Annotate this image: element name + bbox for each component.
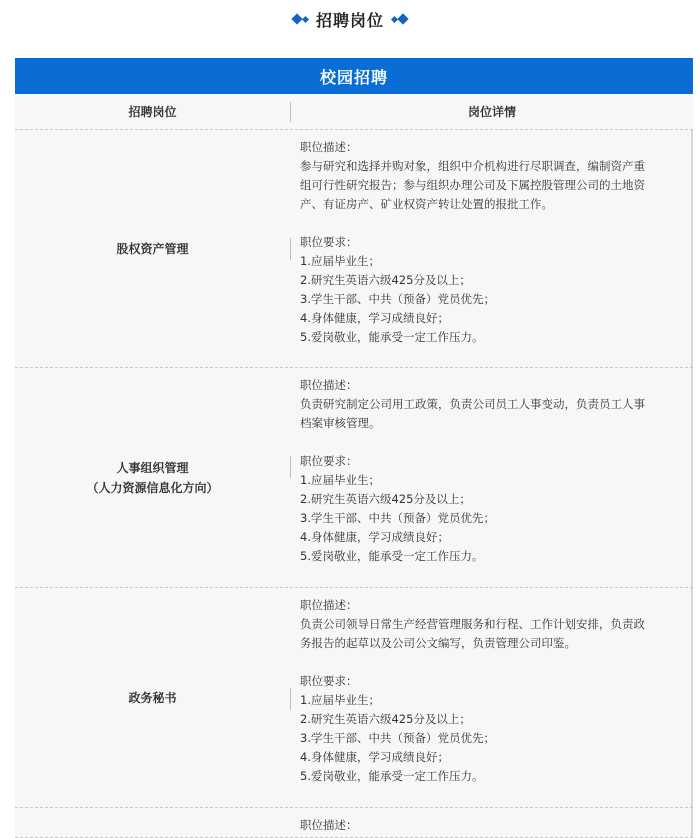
page-title: 招聘岗位 [315,10,384,30]
description-text: 负责研究制定公司用工政策，负责公司员工人事变动，负责员工人事 [300,397,645,411]
position-details [290,130,693,367]
position-name [15,808,290,837]
positions-table [15,58,693,832]
description-label: 职位描述： [300,140,358,154]
description-text: 负责公司领导日常生产经营管理服务和行程、工作计划安排，负责政 [300,617,645,631]
requirement-item: 4.身体健康，学习成绩良好； [300,750,449,764]
table-row [15,808,693,838]
row-right-edge [691,368,693,587]
requirement-item: 5.爱岗敬业，能承受一定工作压力。 [300,549,484,563]
position-details [290,808,693,837]
diamond-left-icon [293,15,308,23]
column-header-position: 招聘岗位 [128,105,177,119]
requirements-label: 职位要求： [300,674,358,688]
row-divider [290,238,291,260]
diamond-right-icon [392,15,407,23]
position-name-line: （人力资源信息化方向） [86,480,219,495]
requirement-item: 1.应届毕业生； [300,473,380,487]
table-row [15,368,693,588]
description-text: 参与研究和选择并购对象，组织中介机构进行尽职调查，编制资产重 [300,159,645,173]
requirement-item: 5.爱岗敬业，能承受一定工作压力。 [300,769,484,783]
section-banner: 校园招聘 [15,58,693,94]
description-label: 职位描述： [300,818,358,832]
position-name-line: 股权资产管理 [116,241,189,256]
requirement-item: 5.爱岗敬业，能承受一定工作压力。 [300,330,484,344]
row-divider [290,456,291,478]
description-text: 产、有证房产、矿业权资产转让处置的报批工作。 [300,197,553,211]
position-name [15,588,290,807]
column-header-details: 岗位详情 [467,105,516,119]
position-details [290,588,693,807]
description-text: 档案审核管理。 [300,416,381,430]
row-right-edge [691,130,693,367]
requirement-item: 1.应届毕业生； [300,254,380,268]
requirements-label: 职位要求： [300,235,358,249]
requirement-item: 3.学生干部、中共（预备）党员优先； [300,511,495,525]
row-right-edge [691,808,693,837]
requirement-item: 4.身体健康，学习成绩良好； [300,311,449,325]
requirement-item: 4.身体健康，学习成绩良好； [300,530,449,544]
description-text: 务报告的起草以及公司公文编写，负责管理公司印鉴。 [300,636,576,650]
position-name [15,130,290,367]
description-text: 组可行性研究报告；参与组织办理公司及下属控股管理公司的土地资 [300,178,645,192]
position-name [15,368,290,587]
position-name-line: 政务秘书 [128,690,177,705]
table-row [15,588,693,808]
table-header-row [15,94,693,130]
row-divider [290,688,291,710]
page-header [0,0,700,38]
description-label: 职位描述： [300,378,358,392]
requirement-item: 3.学生干部、中共（预备）党员优先； [300,731,495,745]
requirements-label: 职位要求： [300,454,358,468]
row-right-edge [691,588,693,807]
position-details [290,368,693,587]
requirement-item: 2.研究生英语六级425分及以上； [300,273,471,287]
description-label: 职位描述： [300,598,358,612]
table-row [15,130,693,368]
requirement-item: 3.学生干部、中共（预备）党员优先； [300,292,495,306]
position-name-line: 人事组织管理 [116,460,189,475]
requirement-item: 1.应届毕业生； [300,693,380,707]
requirement-item: 2.研究生英语六级425分及以上； [300,712,471,726]
requirement-item: 2.研究生英语六级425分及以上； [300,492,471,506]
